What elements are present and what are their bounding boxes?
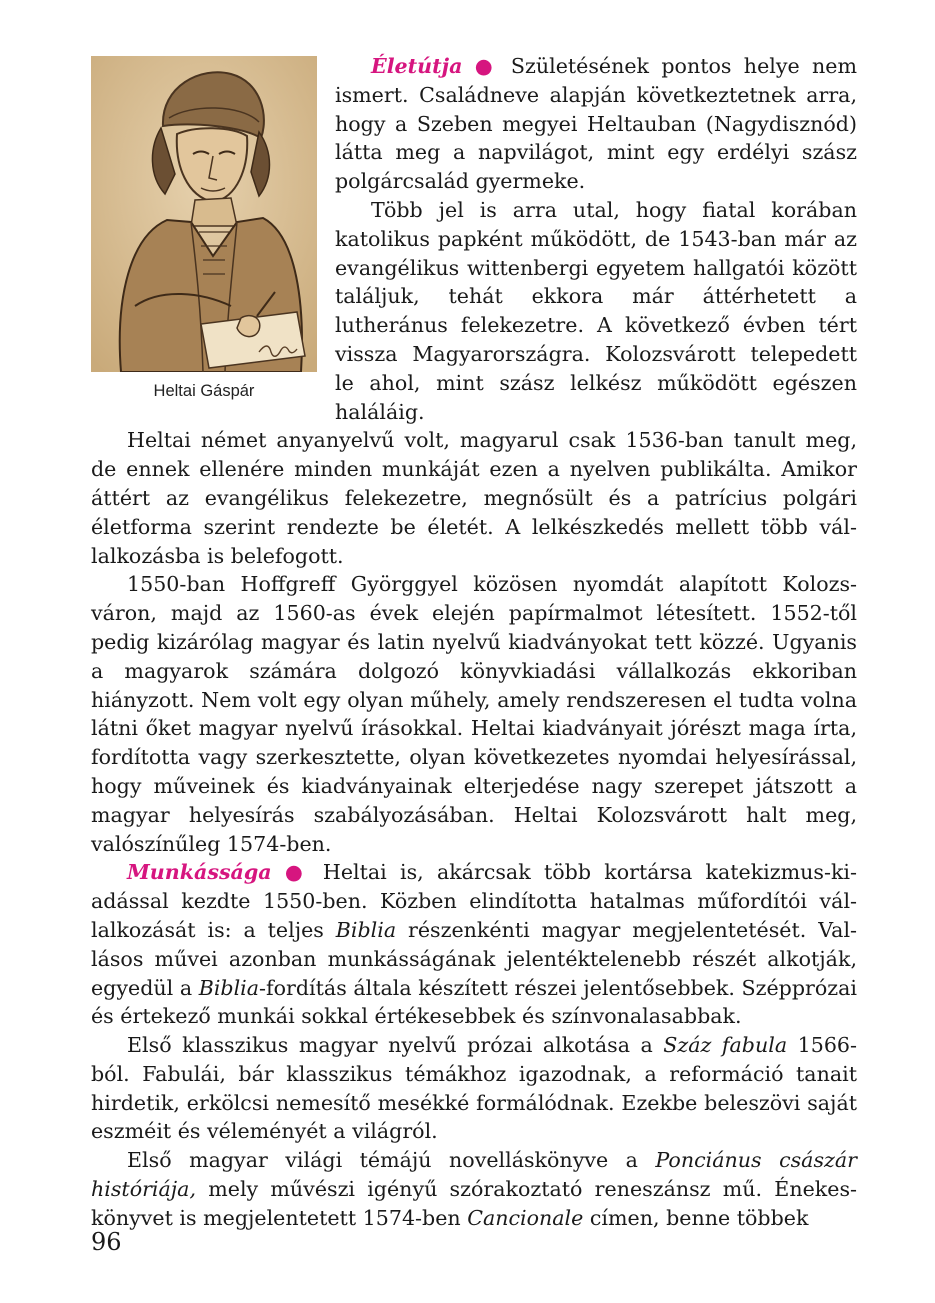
text-run: 1566-ból. Fabulái, bár klasszikus témákhoz igazodnak, a reformáció tanait hirdetik, erkölcsi nemesítő mesékké formálódnak. Ezekbe beleszövi saját eszméit és véleményét a világról. (91, 1033, 857, 1144)
section-heading-eletutja: Életútja (371, 54, 463, 78)
text-run: Heltai is, akárcsak több kortársa katekizmus-kiadással kezdte 1550-ben. Közben elindította hatalmas műfordítói vállalkozását is: a teljes (91, 860, 857, 942)
text-run: Első magyar világi témájú novelláskönyve a (127, 1148, 656, 1173)
title-italic: Cancionale (467, 1205, 584, 1230)
title-italic: Biblia (335, 917, 397, 942)
text-run: Első klasszikus magyar nyelvű prózai alkotása a (127, 1033, 664, 1058)
text-run: Születésének pontos helye nem ismert. Családneve alapján következtetnek arra, hogy a Szeben megyei Heltauban (Nagydisznód) látta meg a napvilágot, mint egy erdélyi szász polgárcsalád gyermeke. (335, 54, 857, 194)
title-italic: Biblia (198, 975, 260, 1000)
portrait-image (91, 56, 317, 372)
text-run: -fordítás általa készített részei jelentősebbek. Szépprózai és értekező munkái sokkal értékesebbek és színvonalasabbak. (91, 975, 857, 1029)
text-run: mely művészi igényű szórakoztató reneszánsz mű. Énekeskönyvet is megjelentetett 1574-ben (91, 1177, 857, 1230)
bullet-icon: ● (284, 860, 310, 885)
paragraph-eletutja-2: Több jel is arra utal, hogy fiatal korában katolikus papként működött, de 1543-ban már az evangélikus wittenbergi egyetem hallgatói között találjuk, tehát ekkora már áttérhetett a lutheránus felekezetre. A következő évben tért vissza Magyarországra. Kolozsvárott telepedett le ahol, mint szász lelkész működött egészen haláláig. (335, 197, 857, 424)
page-content (91, 52, 857, 1233)
paragraph-munkassaga-2 (91, 1031, 857, 1146)
page-number: 96 (91, 1228, 122, 1256)
title-italic: Száz fabula (663, 1033, 788, 1058)
paragraph-eletutja-4: 1550-ban Hoffgreff Györggyel közösen nyomdát alapított Kolozsváron, majd az 1560-as évek elején papírmalmot létesített. 1552-től pedig kizárólag magyar és latin nyelvű kiadványokat tett közzé. Ugyanis a magyarok számára dolgozó könyvkiadási vállalkozás ekkoriban hiányzott. Nem volt egy olyan műhely, amely rendszeresen el tudta volna látni őket magyar nyelvű írásokkal. Heltai kiadványait jórészt maga írta, fordította vagy szerkesztette, olyan következetes nyomdai helyesírással, hogy műveinek és kiadványainak elterjedése nagy szerepet játszott a magyar helyesírás szabályozásában. Heltai Kolozsvárott halt meg, valószínűleg 1574-ben. (91, 572, 857, 856)
title-italic: Ponciánus császár históriája, (91, 1148, 857, 1202)
text-run: részenkénti magyar megjelentetését. Vallásos művei azonban munkásságának jelentéktelenebb részét alkotják, egyedül a (91, 917, 858, 1000)
paragraph-munkassaga-1 (91, 858, 857, 1031)
section-heading-munkassaga: Munkássága (127, 860, 272, 885)
figure-caption: Heltai Gáspár (153, 382, 255, 400)
paragraph-munkassaga-3 (91, 1146, 857, 1232)
paragraph-eletutja-3: Heltai német anyanyelvű volt, magyarul csak 1536-ban tanult meg, de ennek ellenére minden munkáját ezen a nyelven publikálta. Amikor áttért az evangélikus felekezetre, megnősült és a patrícius polgári életforma szerint rendezte be életét. A lelkészkedés mellett több vállalkozásba is belefogott. (91, 428, 857, 568)
text-run: címen, benne többek (583, 1205, 809, 1230)
bullet-icon: ● (474, 54, 499, 78)
figure (91, 56, 317, 401)
